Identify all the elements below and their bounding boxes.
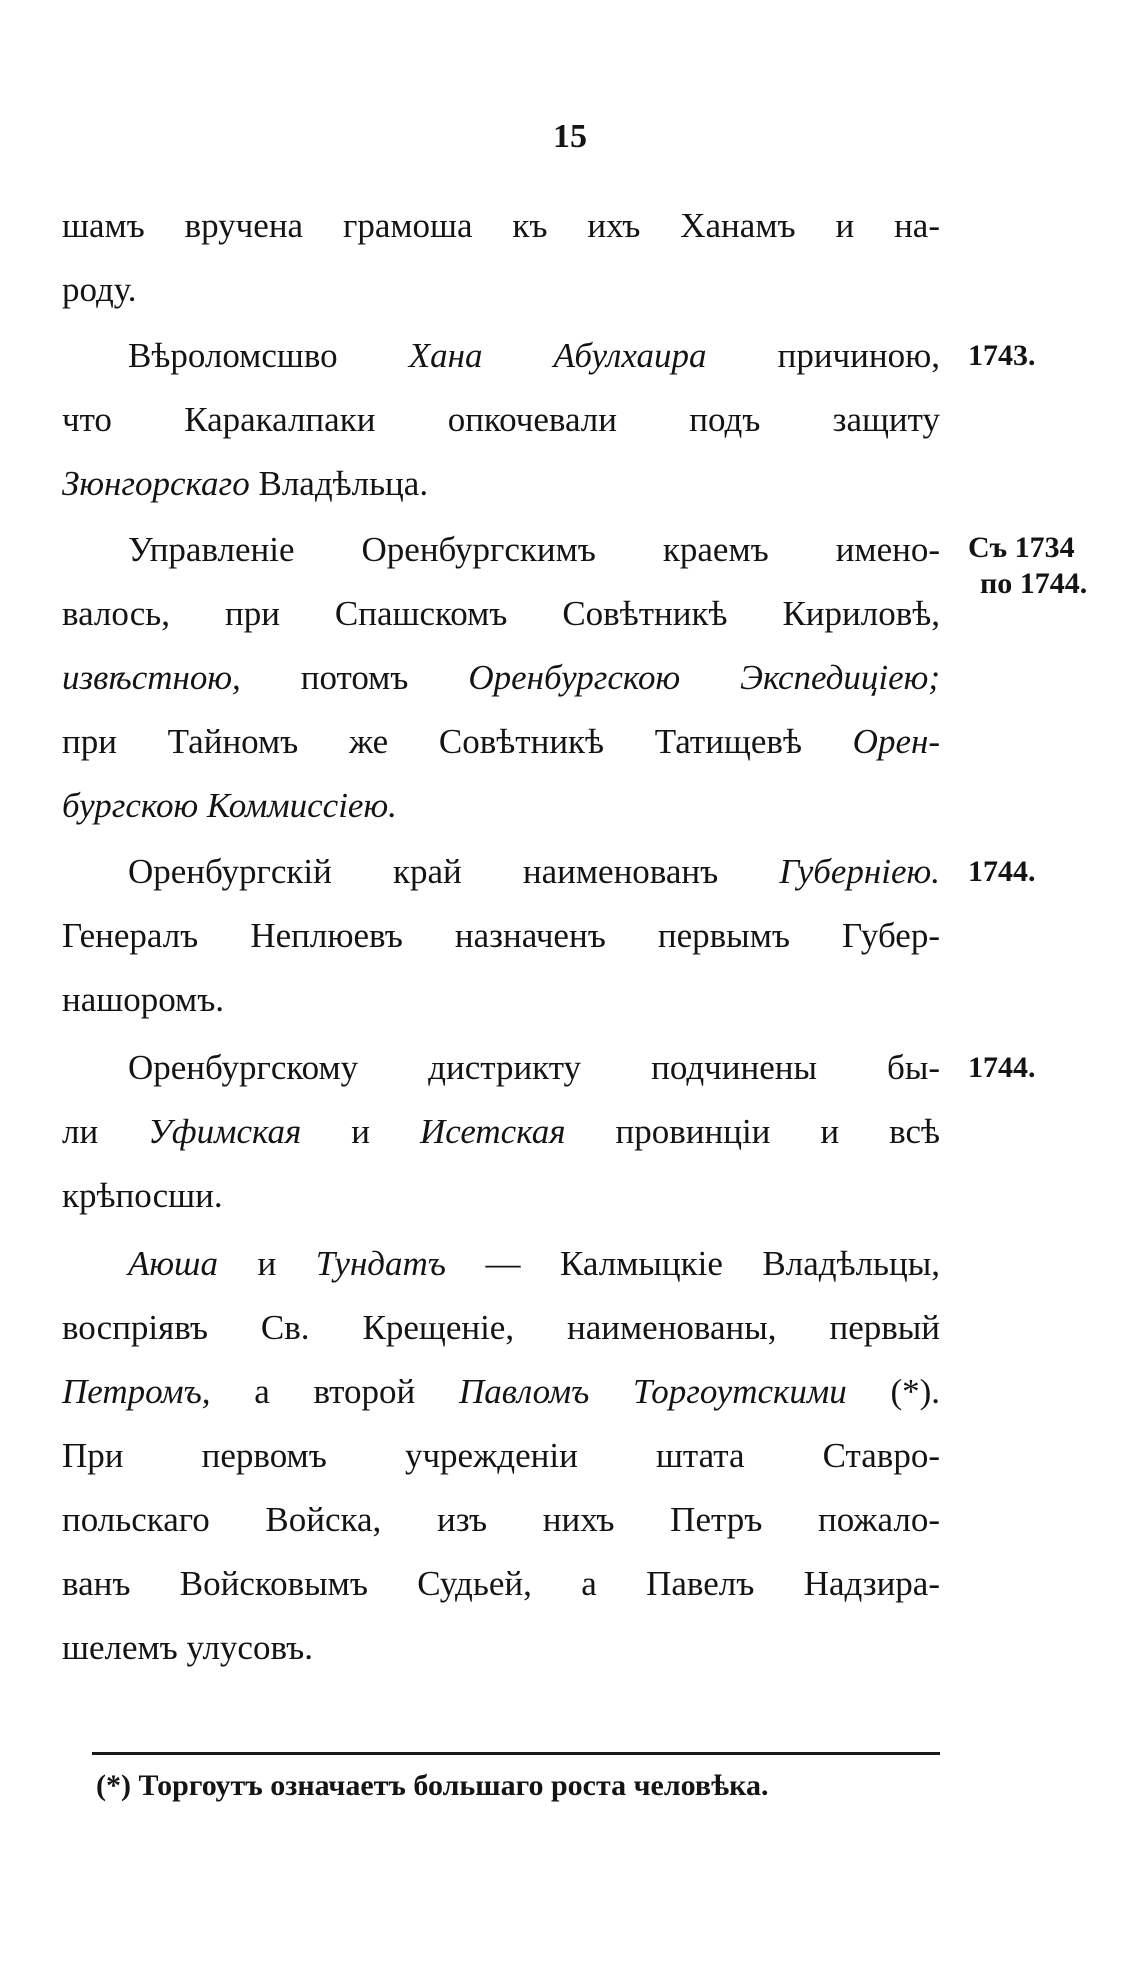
text-segment: причиною, xyxy=(777,336,941,375)
text-line-15 xyxy=(62,1110,940,1154)
page-number: 15 xyxy=(553,118,587,155)
text-line-11 xyxy=(128,850,940,894)
italic-name: Орен- xyxy=(852,722,941,761)
text-line-1: шамъ вручена грамоша къ ихъ Ханамъ и на- xyxy=(62,206,940,245)
text-line-12: Генералъ Неплюевъ назначенъ первымъ Губер- xyxy=(62,916,940,955)
italic-name: Оренбургскою Экспедиціею; xyxy=(468,658,940,697)
text-segment: Оренбургскій край наименованъ xyxy=(128,852,719,891)
text-segment: Владѣльца. xyxy=(258,464,429,503)
italic-name: Павломъ Торгоутскими xyxy=(458,1372,847,1411)
italic-name: Петромъ, xyxy=(62,1372,211,1411)
margin-date-1743: 1743. xyxy=(968,339,1036,372)
italic-name: бургскою Коммиссіею. xyxy=(62,786,397,825)
italic-name: Хана Абулхаира xyxy=(408,336,707,375)
text-line-8 xyxy=(62,656,940,700)
text-line-3 xyxy=(128,334,940,378)
footnote: (*) Торгоутъ означаетъ большаго роста человѣка. xyxy=(96,1769,769,1802)
italic-name: Уфимская xyxy=(148,1112,302,1151)
text-line-19 xyxy=(62,1370,940,1414)
text-segment: Вѣроломсшво xyxy=(128,336,338,375)
margin-date-1744-a: 1744. xyxy=(968,855,1036,888)
italic-name: Губерніею. xyxy=(779,852,940,891)
text-line-21: польскаго Войска, изъ нихъ Петръ пожало- xyxy=(62,1500,940,1539)
text-segment: — Калмыцкіе Владѣльцы, xyxy=(485,1244,940,1283)
text-segment: потомъ xyxy=(300,658,409,697)
margin-date-range-start: Съ 1734 xyxy=(968,531,1075,564)
margin-date-range-end: по 1744. xyxy=(980,567,1088,600)
text-line-17 xyxy=(128,1242,940,1286)
text-segment: провинціи и всѣ xyxy=(615,1112,940,1151)
text-line-22: ванъ Войсковымъ Судьей, а Павелъ Надзира- xyxy=(62,1564,940,1603)
text-line-14: Оренбургскому дистрикту подчинены бы- xyxy=(128,1048,940,1087)
italic-name: Аюша xyxy=(128,1244,218,1283)
text-line-2: роду. xyxy=(62,270,137,309)
text-line-5 xyxy=(62,462,940,506)
text-segment: при Тайномъ же Совѣтникѣ Татищевѣ xyxy=(62,722,802,761)
italic-name: Зюнгорскаго xyxy=(62,464,250,503)
italic-name: Тундатъ xyxy=(315,1244,446,1283)
footnote-rule xyxy=(92,1752,940,1755)
text-line-16: крѣпосши. xyxy=(62,1176,223,1215)
text-line-23: шелемъ улусовъ. xyxy=(62,1628,313,1667)
text-segment: ли xyxy=(62,1112,99,1151)
text-segment: и xyxy=(257,1244,277,1283)
text-segment: а второй xyxy=(254,1372,416,1411)
text-line-18: воспріявъ Св. Крещеніе, наименованы, первый xyxy=(62,1308,940,1347)
italic-text: извѣстною, xyxy=(62,658,241,697)
margin-date-1744-b: 1744. xyxy=(968,1051,1036,1084)
text-line-13: нашоромъ. xyxy=(62,980,225,1019)
text-line-9 xyxy=(62,720,940,764)
text-line-7: валось, при Спашскомъ Совѣтникѣ Кириловѣ, xyxy=(62,594,940,633)
text-line-20: При первомъ учрежденіи штата Ставро- xyxy=(62,1436,940,1475)
text-line-10 xyxy=(62,784,940,828)
text-line-4: что Каракалпаки опкочевали подъ защиту xyxy=(62,400,940,439)
text-line-6: Управленіе Оренбургскимъ краемъ имено- xyxy=(128,530,940,569)
footnote-marker: (*). xyxy=(890,1372,941,1411)
italic-name: Исетская xyxy=(419,1112,566,1151)
text-segment: и xyxy=(351,1112,370,1151)
